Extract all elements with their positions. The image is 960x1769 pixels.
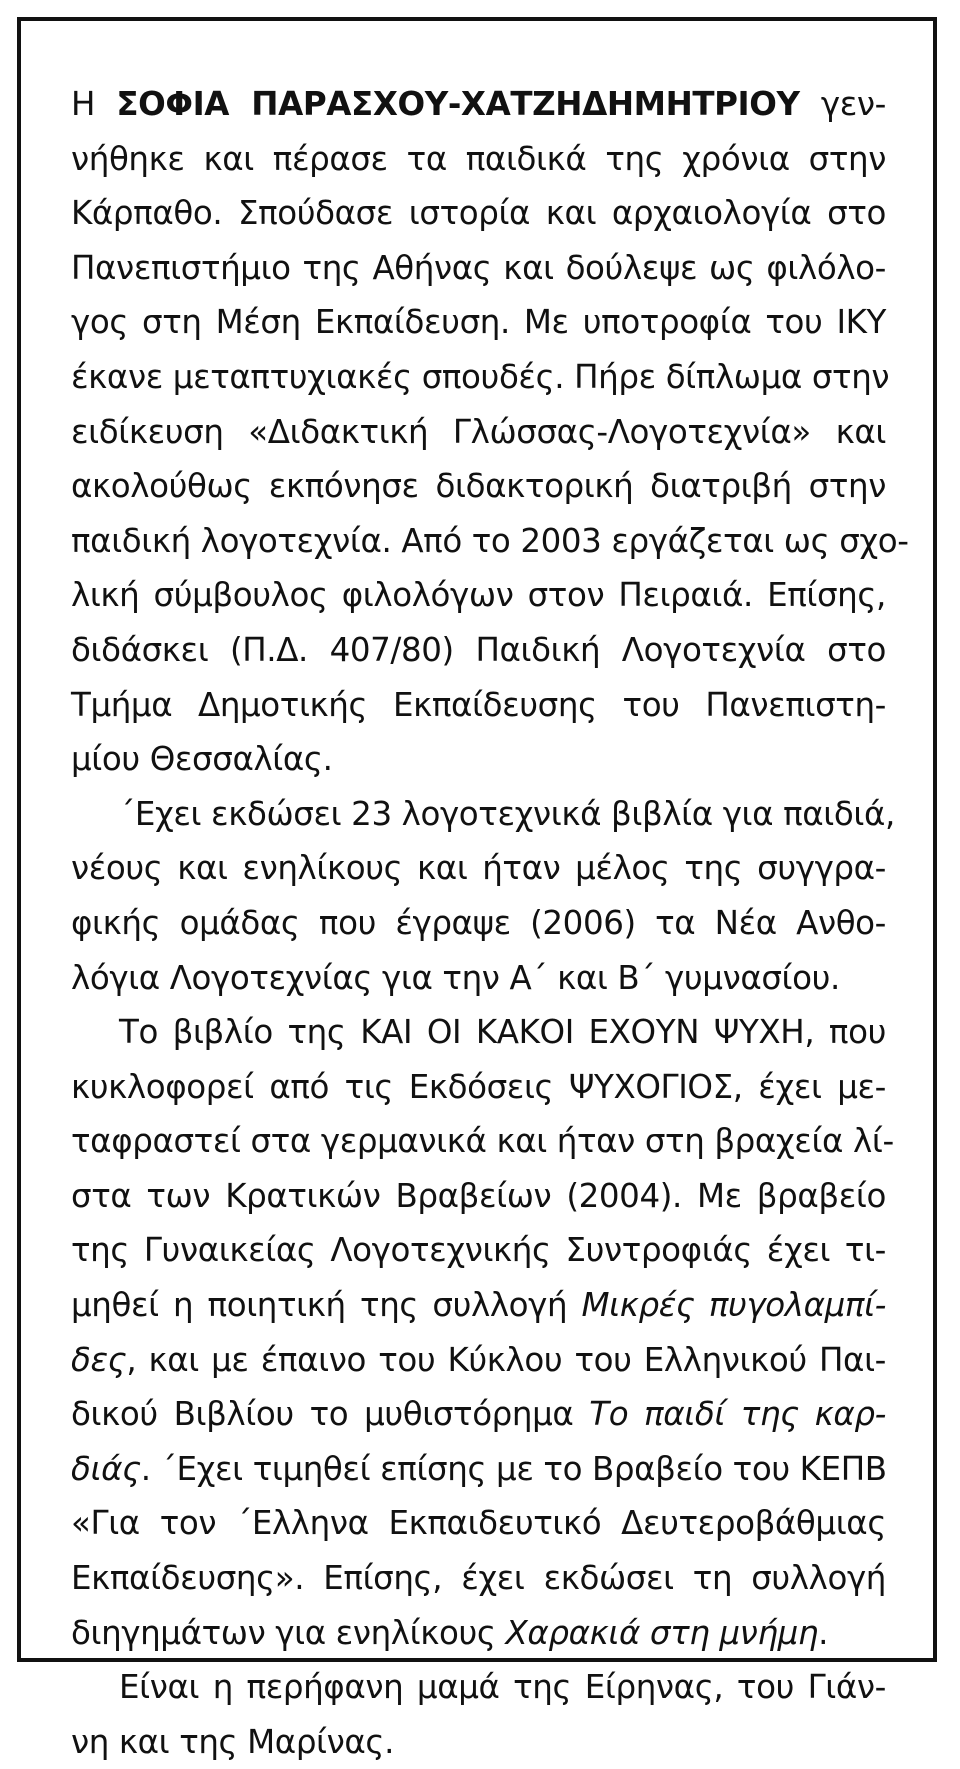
text-segment: έκανε μεταπτυχιακές σπουδές. Πήρε δίπλωμα στην [71, 357, 890, 396]
text-segment: διηγημάτων για ενηλίκους [71, 1613, 506, 1652]
author-name: ΣΟΦΙΑ ΠΑΡΑΣΧΟΥ-ΧΑΤΖΗΔΗΜΗΤΡΙΟΥ [116, 85, 800, 123]
book-title: Χαρακιά στη μνήμη [505, 1613, 819, 1652]
text-line [71, 350, 890, 405]
text-segment: Τμήμα Δημοτικής Εκπαίδευσης του Πανεπιστη- [71, 685, 886, 724]
text-line [71, 896, 886, 951]
text-segment: κυκλοφορεί από τις Εκδόσεις ΨΥΧΟΓΙΟΣ, έχει με- [71, 1067, 886, 1106]
text-line [71, 514, 909, 569]
text-segment: Η [71, 85, 117, 123]
text-segment: Εκπαίδευσης». Επίσης, έχει εκδώσει τη συλλογή [71, 1559, 886, 1598]
text-segment: νήθηκε και πέρασε τα παιδικά της χρόνια στην [71, 139, 886, 178]
text-line [71, 1442, 886, 1497]
text-segment: λόγια Λογοτεχνίας για την Α΄ και Β΄ γυμνασίου. [71, 958, 840, 997]
text-line [71, 405, 886, 460]
text-segment: ταφραστεί στα γερμανικά και ήταν στη βραχεία λί- [71, 1122, 894, 1161]
text-line [71, 186, 886, 241]
text-line [71, 459, 886, 514]
text-line [71, 1333, 886, 1388]
text-line [71, 623, 886, 678]
text-line [71, 1169, 886, 1224]
text-line [71, 841, 886, 896]
text-segment: ειδίκευση «Διδακτική Γλώσσας-Λογοτεχνία» και [71, 412, 886, 451]
text-line [71, 1223, 886, 1278]
page-border-frame [17, 17, 937, 1761]
text-segment: λική σύμβουλος φιλολόγων στον Πειραιά. Επίσης, [71, 576, 886, 615]
text-segment: νη και της Μαρίνας. [71, 1722, 395, 1761]
text-segment: «Για τον ΄Ελληνα Εκπαιδευτικό Δευτεροβάθμιας [71, 1504, 886, 1543]
text-line [71, 1606, 886, 1661]
text-segment: διδάσκει (Π.Δ. 407/80) Παιδική Λογοτεχνία στο [71, 630, 886, 669]
text-line [71, 732, 886, 787]
text-line [71, 241, 886, 296]
text-segment: ακολούθως εκπόνησε διδακτορική διατριβή στην [71, 467, 886, 506]
text-segment: παιδική λογοτεχνία. Από το 2003 εργάζεται ως σχο- [71, 521, 909, 560]
text-line [71, 1005, 886, 1060]
text-line [71, 1060, 886, 1115]
text-segment: ΄Εχει εκδώσει 23 λογοτεχνικά βιβλία για παιδιά, [119, 794, 895, 833]
text-line [71, 951, 886, 1006]
text-line [71, 678, 886, 733]
text-segment: στα των Κρατικών Βραβείων (2004). Με βραβείο [71, 1176, 886, 1215]
text-line [71, 1660, 886, 1715]
bio-paragraph [71, 787, 895, 1005]
text-line [71, 132, 886, 187]
text-segment: . ΄Εχει τιμηθεί επίσης με το Βραβείο του ΚΕΠΒ [140, 1449, 887, 1488]
text-segment: Είναι η περήφανη μαμά της Είρηνας, του Γιάν- [119, 1668, 886, 1707]
text-segment: Το βιβλίο της ΚΑΙ ΟΙ ΚΑΚΟΙ ΕΧΟΥΝ ΨΥΧΗ, που [119, 1013, 886, 1052]
text-segment: φικής ομάδας που έγραψε (2006) τα Νέα Ανθο- [71, 903, 886, 942]
text-segment: μίου Θεσσαλίας. [71, 740, 333, 779]
bio-paragraph [71, 77, 909, 787]
text-segment: Πανεπιστήμιο της Αθήνας και δούλεψε ως φιλόλο- [71, 248, 886, 287]
book-title: διάς [71, 1449, 141, 1488]
book-title: δες [71, 1340, 127, 1379]
text-line [71, 1387, 886, 1442]
text-line [71, 1496, 886, 1551]
text-line [71, 1114, 894, 1169]
book-title: Μικρές πυγολαμπί- [581, 1286, 886, 1325]
text-line [71, 787, 895, 842]
text-segment: Κάρπαθο. Σπούδασε ιστορία και αρχαιολογία στο [71, 194, 886, 233]
text-line [71, 295, 886, 350]
text-line [71, 1278, 886, 1333]
text-segment: νέους και ενηλίκους και ήταν μέλος της συγγρα- [71, 849, 886, 888]
text-segment: γος στη Μέση Εκπαίδευση. Με υποτροφία του ΙΚΥ [71, 303, 886, 342]
book-title: Το παιδί της καρ- [589, 1395, 886, 1434]
bio-paragraph [71, 1660, 886, 1769]
text-segment: μηθεί η ποιητική της συλλογή [71, 1286, 582, 1325]
text-line [71, 1715, 886, 1769]
text-segment: δικού Βιβλίου το μυθιστόρημα [71, 1395, 590, 1434]
text-segment: της Γυναικείας Λογοτεχνικής Συντροφιάς έχει τι- [71, 1231, 886, 1270]
text-line [71, 77, 886, 132]
text-segment: γεν- [799, 85, 886, 123]
bio-paragraph [71, 1005, 894, 1660]
text-segment: . [818, 1613, 829, 1652]
text-segment: , και με έπαινο του Κύκλου του Ελληνικού Παι- [126, 1340, 886, 1379]
author-biography [71, 77, 909, 1769]
text-line [71, 1551, 886, 1606]
text-line [71, 568, 886, 623]
